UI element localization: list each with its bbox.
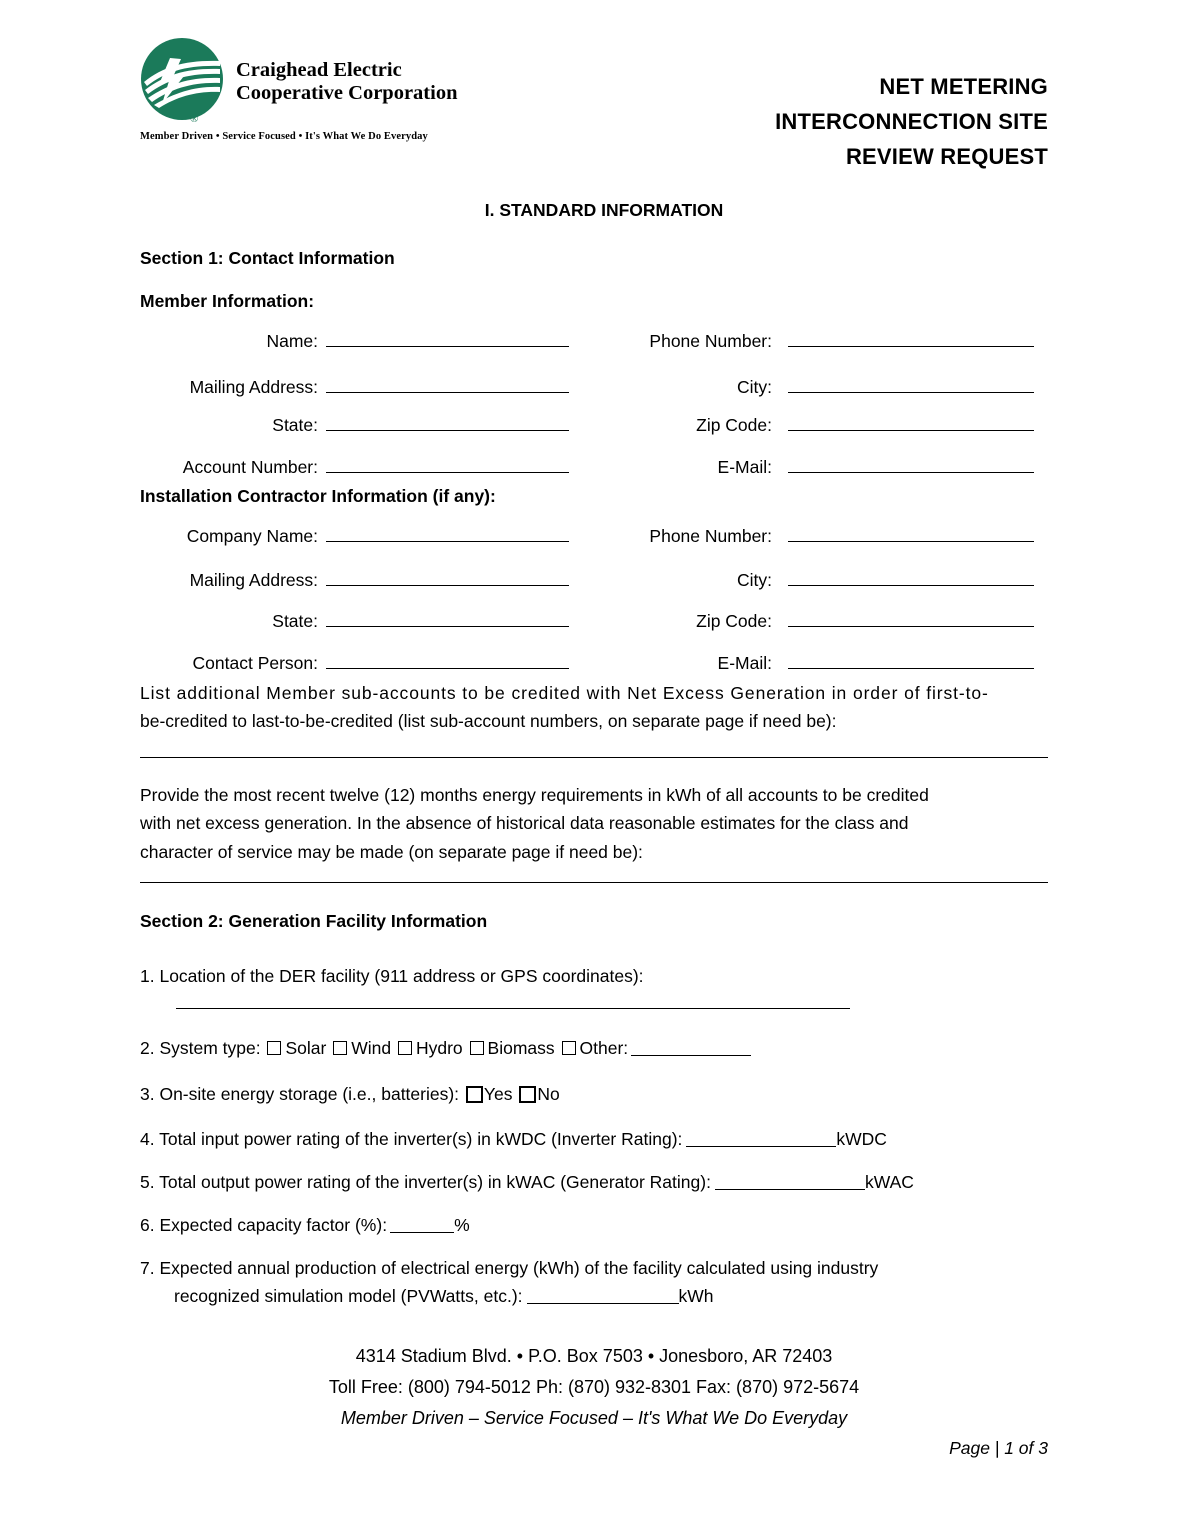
registered-mark: ® [190,113,199,125]
field-label: City: [737,570,772,590]
company-name [236,59,457,105]
subaccounts-answer-line[interactable] [140,757,1048,758]
field-contractor-state[interactable] [140,607,569,633]
field-label: Mailing Address: [189,570,318,590]
section2-item-7-line1: 7. Expected annual production of electrical energy (kWh) of the facility calculated using industry [140,1258,879,1278]
document-header [140,38,1048,168]
section2-item-3 [140,1080,1050,1108]
field-input-line[interactable] [788,566,1034,586]
field-label: Zip Code: [696,415,772,435]
section2-item-6-unit: % [454,1215,470,1235]
field-label: Account Number: [182,457,318,477]
checkbox-label-no: No [537,1084,560,1104]
section2-item-2 [140,1034,1050,1062]
field-input-line[interactable] [326,607,569,627]
section2-item-3-label: 3. On-site energy storage (i.e., batteries): [140,1084,460,1104]
field-label: Phone Number: [649,526,772,546]
checkbox-label-solar: Solar [285,1038,327,1058]
checkbox-wind[interactable] [333,1041,347,1055]
field-label: E-Mail: [717,653,772,673]
field-label: Company Name: [186,526,318,546]
field-input-line[interactable] [788,373,1034,393]
field-label: Zip Code: [696,611,772,631]
page-number: Page | 1 of 3 [949,1438,1048,1458]
field-member-zip-code[interactable] [622,411,1034,437]
field-input-line[interactable] [326,649,569,669]
field-contractor-phone-number[interactable] [622,522,1034,548]
field-member-city[interactable] [622,373,1034,399]
field-member-phone-number[interactable] [622,327,1034,353]
energy-requirements-line1: Provide the most recent twelve (12) months energy requirements in kWh of all accounts to be credited [140,785,929,805]
checkbox-label-biomass: Biomass [487,1038,555,1058]
checkbox-label-other: Other: [579,1038,629,1058]
section2-item-7-unit: kWh [678,1286,714,1307]
company-name-line2: Cooperative Corporation [236,82,458,104]
energy-requirements-line2: with net excess generation. In the absence of historical data reasonable estimates for the class and [140,813,909,834]
member-information-heading: Member Information: [140,291,315,311]
part-title: I. STANDARD INFORMATION [484,200,724,220]
section2-item-7-line2: recognized simulation model (PVWatts, etc.): [174,1286,523,1307]
document-title-line1: NET METERING [879,74,1048,99]
checkbox-solar[interactable] [267,1041,281,1055]
checkbox-other[interactable] [562,1041,576,1055]
company-logo-block [140,38,458,142]
document-title [578,70,1048,174]
field-label: E-Mail: [717,457,772,477]
footer-address: 4314 Stadium Blvd. • P.O. Box 7503 • Jonesboro, AR 72403 [355,1346,833,1366]
checkbox-label-yes: Yes [483,1084,513,1104]
section2-item-5-unit: kWAC [864,1172,914,1192]
section2-item-2-label: 2. System type: [140,1038,261,1058]
section2-item-1-label: 1. Location of the DER facility (911 address or GPS coordinates): [140,966,644,986]
field-input-line[interactable] [326,453,569,473]
field-label: Contact Person: [192,653,318,673]
field-contractor-zip-code[interactable] [622,607,1034,633]
field-input-line[interactable] [788,649,1034,669]
company-tagline: Member Driven • Service Focused • It's What We Do Everyday [140,131,428,142]
subaccounts-instruction-line1: List additional Member sub-accounts to be credited with Net Excess Generation in order of first-to- [140,683,989,703]
field-member-email[interactable] [622,453,1034,479]
field-contractor-company-name[interactable] [140,522,569,548]
craighead-electric-logo-icon [140,38,228,126]
footer-phones: Toll Free: (800) 794-5012 Ph: (870) 932-8301 Fax: (870) 972-5674 [328,1376,860,1397]
field-input-line[interactable] [788,411,1034,431]
checkbox-hydro[interactable] [398,1041,412,1055]
section2-heading: Section 2: Generation Facility Information [140,911,488,931]
field-input-line[interactable] [326,566,569,586]
section2-item-4 [140,1125,1050,1153]
field-input-line[interactable] [326,373,569,393]
field-contractor-email[interactable] [622,649,1034,675]
other-system-type-input-line[interactable] [631,1040,751,1056]
field-label: State: [272,611,318,631]
energy-requirements-answer-line[interactable] [140,882,1048,883]
field-label: Phone Number: [649,331,772,351]
field-contractor-mailing-address[interactable] [140,566,569,592]
section1-heading: Section 1: Contact Information [140,248,395,268]
section2-item-5-label: 5. Total output power rating of the inverter(s) in kWAC (Generator Rating): [140,1172,711,1192]
checkbox-biomass[interactable] [470,1041,484,1055]
checkbox-label-wind: Wind [351,1038,392,1058]
company-name-line1: Craighead Electric [236,59,402,82]
field-label: City: [737,377,772,397]
field-label: State: [272,415,318,435]
annual-production-input-line[interactable] [527,1288,679,1304]
field-label: Name: [266,331,318,351]
section2-item-5 [140,1168,1050,1196]
section2-item-7 [140,1254,1050,1311]
section2-item-4-label: 4. Total input power rating of the inverter(s) in kWDC (Inverter Rating): [140,1129,683,1149]
energy-requirements-instruction [140,781,1048,866]
capacity-factor-input-line[interactable] [390,1217,454,1233]
section2-item-7-line2-wrap [140,1282,1050,1310]
checkbox-storage-no[interactable] [519,1086,536,1103]
field-member-state[interactable] [140,411,569,437]
section2-item-4-unit: kWDC [836,1129,887,1149]
field-input-line[interactable] [326,522,569,542]
section2-item-6-label: 6. Expected capacity factor (%): [140,1215,388,1235]
generator-rating-input-line[interactable] [715,1174,865,1190]
field-input-line[interactable] [788,327,1034,347]
field-input-line[interactable] [326,327,569,347]
inverter-rating-input-line[interactable] [686,1131,836,1147]
field-label: Mailing Address: [189,377,318,397]
subaccounts-instruction-line2: be-credited to last-to-be-credited (list sub-account numbers, on separate page if need be): [140,711,837,732]
section2-item-6 [140,1211,1050,1239]
contractor-information-heading: Installation Contractor Information (if any): [140,486,496,506]
field-input-line[interactable] [788,607,1034,627]
energy-requirements-line3: character of service may be made (on separate page if need be): [140,841,643,862]
document-title-line2: INTERCONNECTION SITE [775,108,1048,134]
checkbox-label-hydro: Hydro [415,1038,463,1058]
document-footer [140,1341,1048,1434]
field-input-line[interactable] [326,411,569,431]
field-contractor-contact-person[interactable] [140,649,569,675]
checkbox-storage-yes[interactable] [466,1086,483,1103]
field-contractor-city[interactable] [622,566,1034,592]
field-member-mailing-address[interactable] [140,373,569,399]
section2-item-1-answer-line[interactable] [176,1008,850,1009]
document-title-line3: REVIEW REQUEST [845,143,1048,169]
field-member-name[interactable] [140,327,569,353]
field-input-line[interactable] [788,453,1034,473]
subaccounts-instruction [140,679,1048,736]
footer-slogan: Member Driven – Service Focused – It's What We Do Everyday [340,1407,848,1428]
field-input-line[interactable] [788,522,1034,542]
field-member-account-number[interactable] [140,453,569,479]
